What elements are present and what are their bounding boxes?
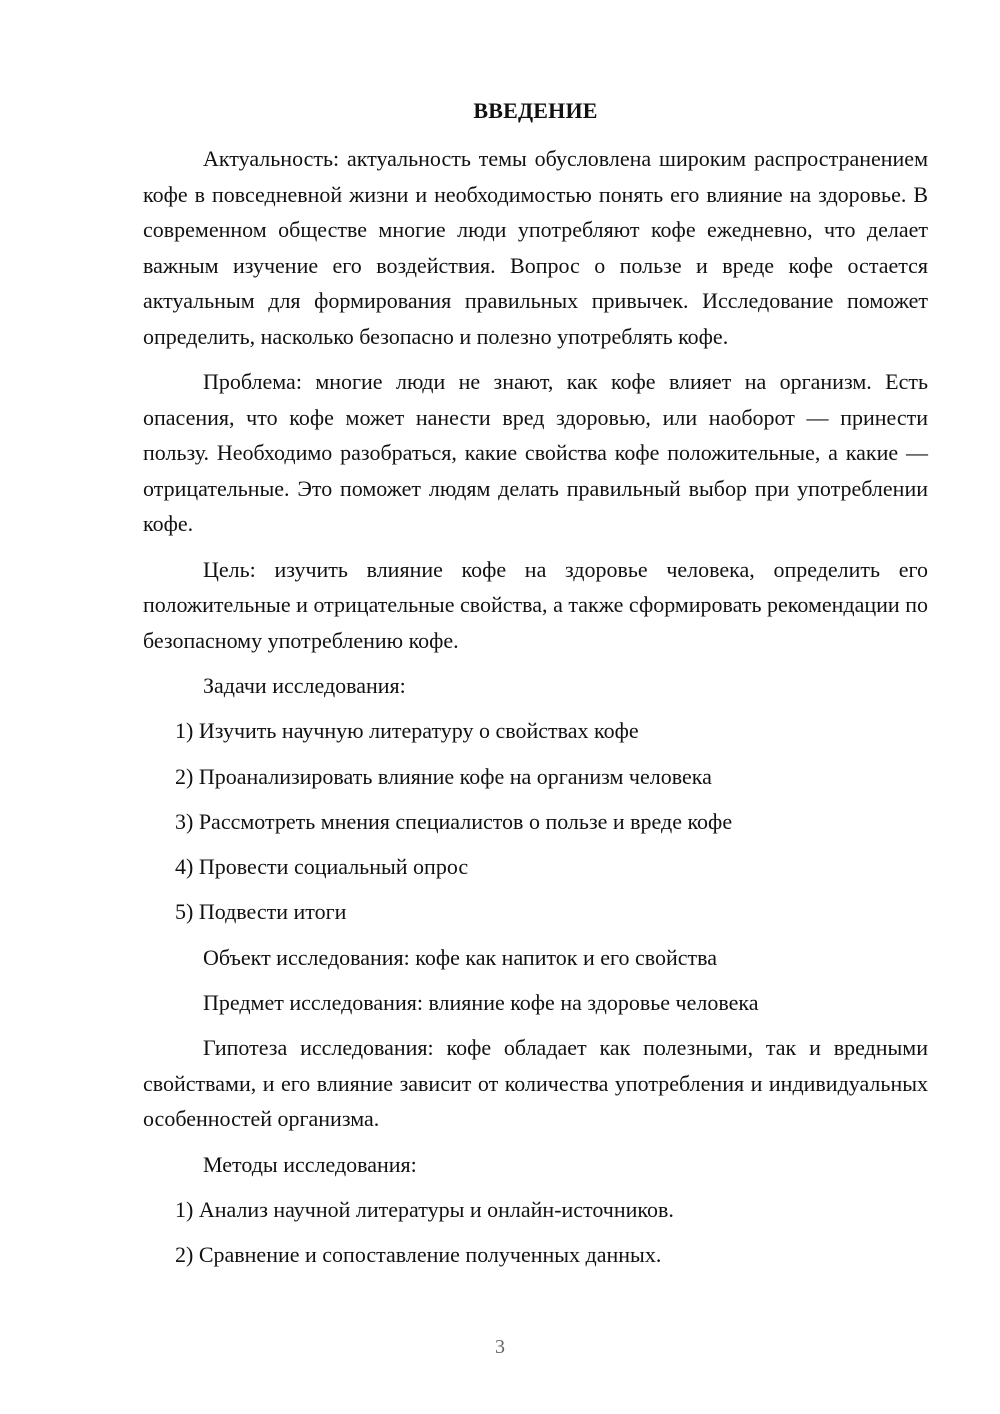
tasks-heading: Задачи исследования: — [203, 673, 406, 698]
goal-paragraph: Цель: изучить влияние кофе на здоровье человека, определить его положительные и отрицательные свойства, а также сформировать рекомендации по безопасному употреблению кофе. — [143, 556, 928, 653]
task-item: 4) Провести социальный опрос — [175, 854, 469, 880]
methods-heading: Методы исследования: — [203, 1151, 417, 1177]
hypothesis-paragraph: Гипотеза исследования: кофе обладает как полезными, так и вредными свойствами, и его влияние зависит от количества употребления и индивидуальных особенностей организма. — [143, 1035, 928, 1132]
task-item: 1) Изучить научную литературу о свойствах кофе — [175, 718, 639, 744]
research-subject: Предмет исследования: влияние кофе на здоровье человека — [203, 990, 759, 1016]
task-item: 3) Рассмотреть мнения специалистов о пользе и вреде кофе — [175, 808, 733, 834]
method-item: 1) Анализ научной литературы и онлайн-источников. — [175, 1197, 674, 1223]
task-item: 5) Подвести итоги — [175, 899, 347, 925]
problem-paragraph: Проблема: многие люди не знают, как кофе влияет на организм. Есть опасения, что кофе может нанести вред здоровью, или наоборот — принести пользу. Необходимо разобраться, какие свойства кофе положительные, а какие — отрицательные. Это поможет людям делать правильный выбор при употреблении кофе. — [143, 369, 928, 536]
document-body — [143, 141, 928, 1283]
task-item: 2) Проанализировать влияние кофе на организм человека — [175, 763, 712, 789]
page-number: 3 — [495, 1336, 505, 1358]
research-object: Объект исследования: кофе как напиток и его свойства — [203, 944, 718, 970]
method-item: 2) Сравнение и сопоставление полученных данных. — [175, 1242, 662, 1268]
relevance-paragraph: Актуальность: актуальность темы обусловлена широким распространением кофе в повседневной жизни и необходимостью понять его влияние на здоровье. В современном обществе многие люди употребляют кофе ежедневно, что делает важным изучение его воздействия. Вопрос о пользе и вреде кофе остается актуальным для формирования правильных привычек. Исследование поможет определить, насколько безопасно и полезно употреблять кофе. — [143, 146, 928, 349]
section-title: ВВЕДЕНИЕ — [473, 98, 598, 123]
